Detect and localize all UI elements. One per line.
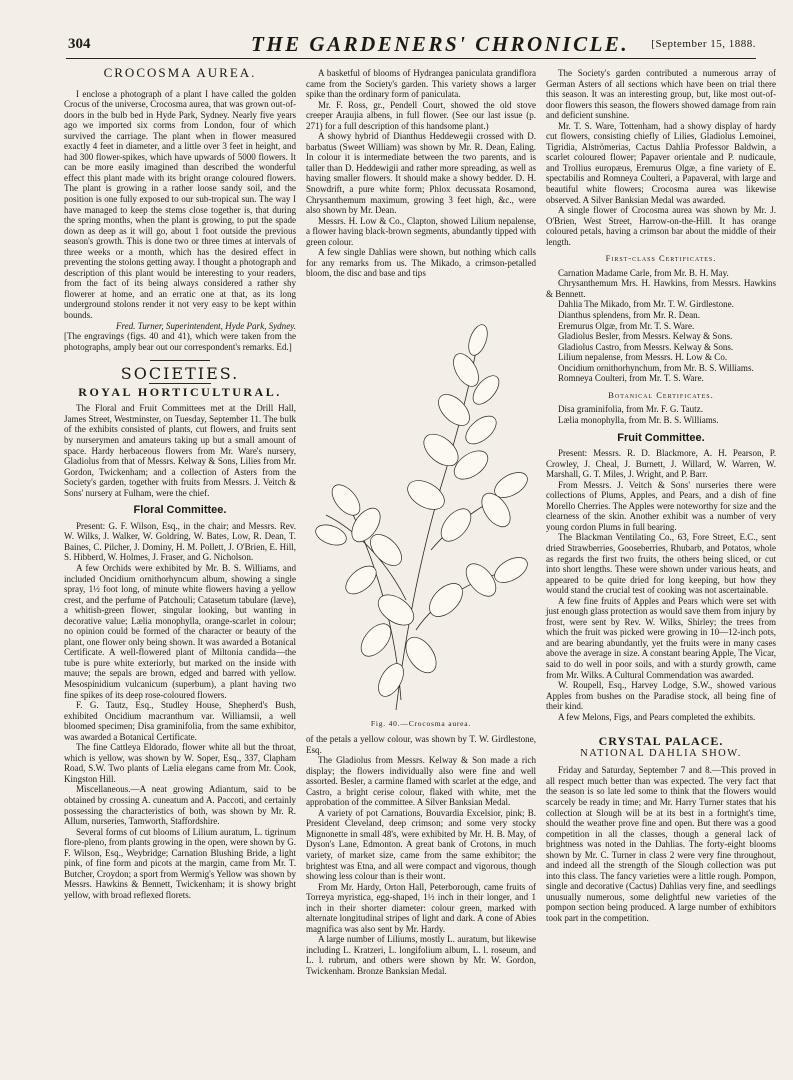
paragraph: Mr. T. S. Ware, Tottenham, had a showy display of hardy cut flowers, consisting chiefly of Lilies, Gladiolus Lemoinei, Tigridia, Alströmerias, Cactus Dahlia Professor Baldwin, a scarlet coloured flower; Papaver orientale and P. nudicaule, and Trollius europæus, Eremurus Olgæ, a fine variety of E. spectabilis and Romneya Coulteri, a Papaveral, with large and beautiful white flowers; Crocosma aurea was likewise observed. A Silver Banksian Medal was awarded.: [546, 120, 776, 205]
divider: [150, 360, 210, 361]
list-item: Gladiolus Besler, from Messrs. Kelway & Sons.: [558, 331, 733, 342]
paragraph: A basketful of blooms of Hydrangea paniculata grandiflora came from the Society's garden. This variety shows a larger spike than the ordinary form of paniculata.: [306, 68, 536, 100]
list-item: Dahlia The Mikado, from Mr. T. W. Girdlestone.: [558, 299, 734, 310]
paragraph: of the petals a yellow colour, was shown by T. W. Girdlestone, Esq.: [306, 734, 536, 755]
list-item: Carnation Madame Carle, from Mr. B. H. May.: [558, 267, 729, 278]
column-right: [546, 68, 776, 924]
signature: Fred. Turner, Superintendent, Hyde Park, Sydney.: [115, 320, 296, 331]
list-item: Lilium nepalense, from Messrs. H. Low & Co.: [558, 352, 728, 363]
paragraph: [The engravings (figs. 40 and 41), which were taken from the photographs, amply bear out our correspondent's remarks. Ed.]: [64, 331, 296, 352]
list-item: Oncidium ornithorhynchum, from Mr. B. S. Williams.: [558, 362, 754, 373]
paragraph: A few Melons, Figs, and Pears completed the exhibits.: [558, 711, 756, 722]
paragraph: W. Roupell, Esq., Harvey Lodge, S.W., showed various Apples from bushes on the Paradise stock, all being fine of their kind.: [546, 680, 776, 712]
certificates-heading: Botanical Certificates.: [608, 389, 714, 400]
paragraph: From Messrs. J. Veitch & Sons' nurseries there were collections of Plums, Apples, and Pears, and a dish of fine Morello Cherries. The Apples were noteworthy for size and the clearness of the skin. Another exhibit was a number of very young cordon Plums in full bearing.: [546, 479, 776, 532]
paragraph: Mr. F. Ross, gr., Pendell Court, showed the old stove creeper Araujia albens, in full flower. (See our last issue (p. 271) for a full description of this handsome plant.): [306, 99, 536, 131]
paragraph: Miscellaneous.—A neat growing Adiantum, said to be obtained by crossing A. cuneatum and A. Paccoti, and certainly possessing the characteristics of both, was shown by Mr. R. Allum, nurseries, Tamworth, Staffordshire.: [64, 784, 296, 827]
committee-heading: Floral Committee.: [133, 504, 227, 517]
paragraph: The Gladiolus from Messrs. Kelway & Son made a rich display; the flowers individually also were fine and well assorted. Besler, a carmine flamed with scarlet at the edge, and Castro, a bright cerise colour, flaked with white, met the approbation of the committee. A Silver Banksian Medal.: [306, 755, 536, 808]
masthead: THE GARDENERS' CHRONICLE.: [251, 32, 630, 56]
paragraph: Several forms of cut blooms of Lilium auratum, L. tigrinum flore-pleno, from plants growing in the open, were shown by G. F. Wilson, Esq., Weybridge; Carnation Blushing Bride, a light pink, of fine form and picots at the margin, came from Mr. T. Butcher, Croydon; a sport from Wermig's Yellow was shown by Messrs. Hawkins & Bennett, Twickenham; it is showy bright yellow, with broad reflexed florets.: [64, 826, 296, 900]
column-left: [64, 65, 296, 900]
subsection-title: ROYAL HORTICULTURAL.: [78, 384, 282, 399]
issue-date: [September 15, 1888.: [651, 38, 756, 50]
list-item: Dianthus splendens, from Mr. R. Dean.: [558, 310, 700, 321]
page-header: [66, 30, 756, 59]
paragraph: Messrs. H. Low & Co., Clapton, showed Lilium nepalense, a flower having black-brown segments, abundantly tipped with green colour.: [306, 215, 536, 247]
list-item: Romneya Coulteri, from Mr. T. S. Ware.: [558, 373, 704, 384]
paragraph: F. G. Tautz, Esq., Studley House, Shepherd's Bush, exhibited Oncidium macranthum var. Williamsii, a well bloomed specimen; Disa graminifolia, from the same exhibitor, was awarded a Botanical Certificate.: [64, 700, 296, 742]
paragraph: A few single Dahlias were shown, but nothing which calls for any remarks from us. The Mikado, a crimson-petalled bloom, the disc and base and tips: [306, 247, 536, 279]
paragraph: Present: Messrs. R. D. Blackmore, A. H. Pearson, P. Crowley, J. Cheal, J. Burnett, J. Willard, W. Warren, W. Marshall, G. T. Miles, J. Wright, and P. Barr.: [546, 448, 776, 480]
list-item: Eremurus Olgæ, from Mr. T. S. Ware.: [558, 320, 695, 331]
paragraph: The fine Cattleya Eldorado, flower white all but the throat, which is yellow, was shown by W. Soper, Esq., 337, Clapham Road, S.W. Two plants of Lælia elegans came from Mr. Cook, Kingston Hill.: [64, 742, 296, 784]
paragraph: Present: G. F. Wilson, Esq., in the chair; and Messrs. Rev. W. Wilks, J. Walker, W. Goldring, W. Bates, Low, R. Dean, T. Baines, C. Pilcher, J. Dominy, H. M. Pollett, J. O'Brien, E. Hill, S. Hibberd, W. Holmes, J. Fraser, and G. Nicholson.: [64, 520, 296, 563]
section-title: SOCIETIES.: [120, 364, 240, 384]
subsection-title: NATIONAL DAHLIA SHOW.: [580, 747, 742, 759]
list-item: Chrysanthemum Mrs. H. Hawkins, from Messrs. Hawkins & Bennett.: [546, 278, 776, 299]
column-middle-lower: [306, 734, 536, 977]
paragraph: A few fine fruits of Apples and Pears which were set with just enough glass protection as would save them from injury by frost, were sent by Rev. W. Wilks, Shirley; the trees from which the fruit was picked were growing in 10—12-inch pots, and are bearing abundantly, yet the fruits were in many cases above the average in size. A constant bearing Apple, The Vicar, said to do well in poor soils, and with a sturdy growth, came from Mr. Wilks. A Cultural Commendation was awarded.: [546, 595, 776, 680]
article-title: CROCOSMA AUREA.: [103, 65, 257, 80]
list-item: Disa graminifolia, from Mr. F. G. Tautz.: [558, 404, 703, 415]
crocosma-engraving: [306, 300, 536, 715]
paragraph: A few Orchids were exhibited by Mr. B. S. Williams, and included Oncidium ornithorhyncum album, showing a single spray, 1½ foot long, of minute white flowers having a yellow crest, and the perfume of Patchouli; Catasetum tabulare (læve), a whitish-green flower, singular looking, but wanting in decorative value; Lælia monophylla, orange-scarlet in colour; no opinion could be formed of the character or beauty of the plant, one flower only being shown. It was awarded a Botanical Certificate. A well-flowered plant of Miltonia candida—the tube is pure white exteriorly, but marked on the inside with mauve; the sepals are brown, edged and barred with yellow. Mesospinidium vulcanicum (superbum), a plant having two fine spikes of its deep rose-coloured flowers.: [64, 562, 296, 700]
committee-heading: Fruit Committee.: [617, 431, 705, 444]
paragraph: The Society's garden contributed a numerous array of German Asters of all sections which have been on trial there this season. It was an interesting group, but, like most out-of-door flowers this season, the flowers showed damage from rain and deficient sunshine.: [546, 68, 776, 121]
figure-caption: Fig. 40.—Crocosma aurea.: [370, 719, 472, 728]
paragraph: I enclose a photograph of a plant I have called the golden Crocus of the universe, Crocosma aurea, that was grown out-of-doors in the bulb bed in Hyde Park, Sydney. Nearly five years ago we imported six corms from London, four of which survived the carriage. The plant when in flower measured exactly 4 feet in diameter, and a little over 3 feet in height, and had 300 flower-spikes, which have upwards of 5000 flowers. It can be more easily imagined than described the wonderful effect this plant made with its bright orange coloured flowers. The plant is growing in a rather loose sandy soil, and the position is one fully exposed to our sub-tropical sun. The way I have managed to keep the stems close together is, that during the spring months, when the plant is growing, to put the spade down as deep as it will go, about 1 foot outside the previous season's growth. This is done two or three times at intervals of three weeks or a month, which has the desired effect in preventing the stolons getting away. I thought a photograph and description of this plant would be interesting to your readers, from the fact of its being always considered a rather shy flowerer at home, and an erratic one at that, as its long underground stolons render it not very easy to be kept within bounds.: [64, 88, 296, 321]
paragraph: The Blackman Ventilating Co., 63, Fore Street, E.C., sent dried Strawberries, Gooseberries, Rhubarb, and Potatos, whole as regards the first two fruits, the others being sliced, or cut into short lengths. These were shown under various heats, and appeared to be quite dried for long keeping, but how they would stand the crucial test of cooking was not ascertainable.: [546, 532, 776, 596]
paragraph: A single flower of Crocosma aurea was shown by Mr. J. O'Brien, West Street, Harrow-on-the-Hill. It has orange coloured petals, having a crimson bar about the middle of their length.: [546, 205, 776, 247]
paragraph: Friday and Saturday, September 7 and 8.—This proved in all respect much better than was expected. The very fact that the season is so late led some to think that the flowers would scarcely be ready in time; and Mr. Harry Turner states that his collection at Slough will be at its best in a fortnight's time, should the weather prove fine and open. But there was a good competition in all the classes, though a general lack of brightness was noted in the Dahlias. The forty-eight blooms shown by Mr. C. Turner in class 2 were very fine throughout, and indeed all the strength of the Slough collection was put into this class. The fancy varieties were a little rough. Pompon, single and decorative (Cactus) Dahlias very fine, and seedlings unusually numerous, some delightful new varieties of the pompon section being produced. A large number of exhibitors took part in the competition.: [546, 765, 776, 924]
certificates-heading: First-class Certificates.: [605, 253, 717, 264]
column-middle: [306, 68, 536, 279]
paragraph: The Floral and Fruit Committees met at the Drill Hall, James Street, Westminster, on Tuesday, September 11. The bulk of the exhibits consisted of plants, cut flowers, and fruits sent by nurserymen and amateurs taking up but a small amount of space. Hardy herbaceous flowers from Mr. Ware's nursery, Gladiolus from that of Messrs. Kelway & Sons, Lilies from Mr. Gordon, Twickenham; and a collection of Asters from the Society's garden, together with fruits from Messrs. J. Veitch & Sons' nursery at Fulham, were the chief.: [64, 403, 296, 498]
page-number: 304: [68, 36, 91, 52]
paragraph: A showy hybrid of Dianthus Heddewegii crossed with D. barbatus (Sweet William) was shown by Mr. R. Dean, Ealing. In colour it is intermediate between the two parents, and is taller than D. Heddewigii and rather more spreading, as well as having smaller flowers. It should make a showy bedder. D. H. Snowdrift, a pure white form; Phlox decussata Rosamond, Chrysanthemum maximum, growing 3 feet high, &c., were also shown by Mr. Dean.: [306, 131, 536, 216]
paragraph: A variety of pot Carnations, Bouvardia Excelsior, pink; B. President Cleveland, deep crimson; and some very stocky Mignonette in small 48's, were exhibited by Mr. H. B. May, of Dyson's Lane, Edmonton. A great bank of Crotons, in much variety, of market size, came from the same exhibitor; the brightest was Etna, and all were compact and vigorous, though showing less colour than is their wont.: [306, 807, 536, 882]
list-item: Lælia monophylla, from Mr. B. S. Williams.: [558, 414, 719, 425]
paragraph: A large number of Liliums, mostly L. auratum, but likewise including L. Kratzeri, L. longifolium album, L. l. roseum, and L. l. rubrum, and others were shown by Mr. W. Gordon, Twickenham. Bronze Banksian Medal.: [306, 934, 536, 977]
list-item: Gladiolus Castro, from Messrs. Kelway & Sons.: [558, 341, 734, 352]
paragraph: From Mr. Hardy, Orton Hall, Peterborough, came fruits of Torreya myristica, egg-shaped, 1½ inch in their longer, and 1 inch in their shorter diameter: colour green, marked with alternate longitudinal stripes of light and dark. A cone of Abies magnifica was also sent by Mr. Hardy.: [306, 881, 536, 934]
section-title: CRYSTAL PALACE.: [598, 734, 724, 749]
